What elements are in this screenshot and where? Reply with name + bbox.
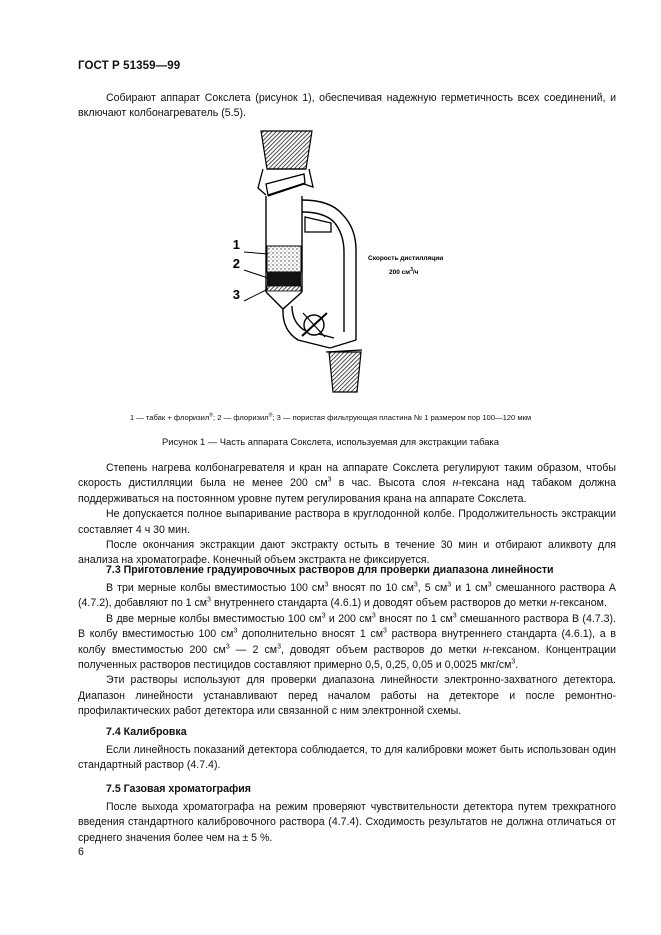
figure-label-2: 2: [232, 256, 240, 271]
paragraph-heating: Степень нагрева колбонагревателя и кран на аппарате Сокслета регулируют таким образом, чтобы скорость дистилляции была не менее 200 $см^3$ в час. Высота слоя н-гексана над табаком должна поддерживаться на постоянном уровне путем регулирования крана на аппарате Сокслета.: [78, 462, 617, 505]
distillation-rate-value: 200 $см^3/ч$: [389, 267, 419, 276]
upper-neck: [258, 169, 313, 196]
top-stopper: [261, 131, 312, 169]
section-7-5-title: 7.5 Газовая хроматография: [106, 783, 251, 795]
paragraph-evaporation: Не допускается полное выпаривание раствора в круглодонной колбе. Продолжительность экстракции составляет 4 ч 30 мин.: [78, 508, 616, 536]
chamber-bottom: [266, 292, 302, 309]
paragraph-cooling: После окончания экстракции дают экстракту остыть в течение 30 мин и отбирают аликвоту для анализа на хроматографе. Конечный объем экстракта не фиксируется.: [78, 539, 616, 567]
bottom-joint: [326, 340, 362, 352]
figure-legend: 1 — табак + флоризил®; 2 — флоризил®; 3 — пористая фильтрующая пластина № 1 размером пор 100—120 мкм: [129, 412, 532, 422]
figure-caption: Рисунок 1 — Часть аппарата Сокслета, используемая для экстракции табака: [162, 436, 499, 447]
intro-paragraph: Собирают аппарат Сокслета (рисунок 1), обеспечивая надежную герметичность всех соединений, и включают колбонагреватель (5.5).: [78, 92, 616, 120]
bottom-stopper: [329, 352, 361, 392]
section-7-5-body: После выхода хроматографа на режим проверяют чувствительности детектора путем трехкратного введения стандартного калибровочного раствора (4.7.4). Сходимость результатов не должна отличаться от среднего значения более чем на ± 5 %.: [78, 801, 616, 844]
section-7-3-body: [78, 581, 616, 720]
soxhlet-apparatus-figure: [0, 0, 661, 420]
label-leaders: [244, 252, 268, 301]
document-header: ГОСТ Р 51359—99: [78, 60, 181, 72]
paragraph-7-3-1: В три мерные колбы вместимостью 100 $см^3$ вносят по 10 $см^3$, 5 $см^3$ и 1 $см^3$ смешанного раствора А (4.7.2), добавляют по 1 $см^3$ внутреннего стандарта (4.6.1) и доводят объем растворов до метки н-гексаном.: [78, 581, 616, 610]
procedure-paragraphs: [78, 461, 616, 569]
layer-filter-plate: [267, 286, 301, 291]
stopcock[interactable]: [302, 313, 327, 337]
section-7-4-title: 7.4 Калибровка: [106, 726, 187, 738]
distillation-rate-label: Скорость дистилляции: [368, 255, 444, 262]
page-number: 6: [78, 846, 84, 858]
section-7-3-title: 7.3 Приготовление градуировочных растворов для проверки диапазона линейности: [106, 564, 554, 576]
layer-florisil: [267, 272, 301, 286]
section-7-4-body: Если линейность показаний детектора соблюдается, то для калибровки может быть использован один стандартный раствор (4.7.4).: [78, 744, 616, 772]
paragraph-7-3-3: Эти растворы используют для проверки диапазона линейности электронно-захватного детектора. Диапазон линейности устанавливают перед началом работы на детекторе и после ремонтно-профилактических работ детектора или связанной с ним электронной схемы.: [78, 674, 616, 718]
figure-label-3: 3: [232, 287, 240, 302]
paragraph-7-3-2: В две мерные колбы вместимостью 100 $см^3$ и 200 $см^3$ вносят по 1 $см^3$ смешанного раствора В (4.7.3). В колбу вместимостью 100 $см^3$ дополнительно вносят 1 $см^3$ раствора внутреннего стандарта (4.6.1), а в колбу вместимостью 200 $см^3$ — 2 $см^3$, доводят объем растворов до метки н-гексаном. Концентрации полученных растворов пестицидов составляют примерно 0,5, 0,25, 0,05 и 0,0025 мкг/$см^3$.: [78, 612, 617, 672]
figure-label-1: 1: [232, 237, 240, 252]
layer-tobacco-florisil: [267, 246, 301, 272]
